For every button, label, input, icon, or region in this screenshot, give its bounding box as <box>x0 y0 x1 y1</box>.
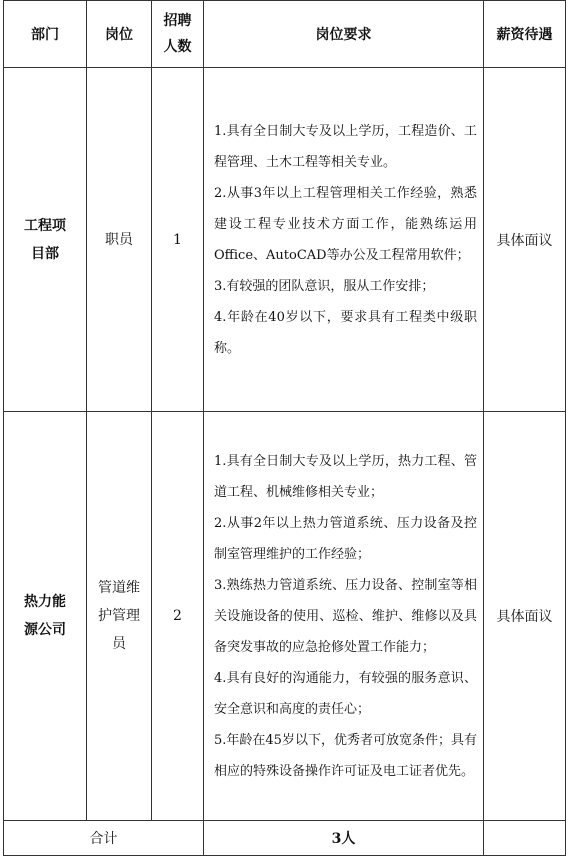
header-position: 岗位 <box>87 1 152 68</box>
count-cell: 2 <box>152 412 204 821</box>
position-line2: 护管理 <box>98 608 140 624</box>
count-cell: 1 <box>152 68 204 412</box>
recruitment-table <box>3 0 566 856</box>
dept-line1: 工程项 <box>24 217 66 234</box>
requirement-item: 4.年龄在40岁以下，要求具有工程类中级职称。 <box>214 309 477 356</box>
header-salary: 薪资待遇 <box>484 1 566 68</box>
table-row <box>4 412 566 821</box>
requirement-item: 2.从事3年以上工程管理相关工作经验，熟悉建设工程专业技术方面工作，能熟练运用Office、AutoCAD等办公及工程常用软件； <box>214 185 477 263</box>
dept-line1: 热力能 <box>24 594 66 610</box>
header-count-line1: 招聘 <box>163 13 192 29</box>
requirement-item: 1.具有全日制大专及以上学历，工程造价、工程管理、土木工程等相关专业。 <box>214 123 477 170</box>
position-cell <box>87 412 152 821</box>
salary-cell: 具体面议 <box>484 412 566 821</box>
position-cell: 职员 <box>87 68 152 412</box>
header-count <box>152 1 204 68</box>
dept-line2: 目部 <box>31 245 59 262</box>
salary-cell: 具体面议 <box>484 68 566 412</box>
total-empty-cell <box>484 821 566 856</box>
requirements-cell <box>204 412 484 821</box>
requirement-item: 3.熟练热力管道系统、压力设备、控制室等相关设施设备的使用、巡检、维护、维修以及具备突发事故的应急抢修处置工作能力； <box>214 577 477 655</box>
requirements-cell <box>204 68 484 412</box>
dept-cell <box>4 412 87 821</box>
total-value: 3人 <box>204 821 484 856</box>
requirement-item: 2.从事2年以上热力管道系统、压力设备及控制室管理维护的工作经验； <box>214 515 477 562</box>
requirement-item: 5.年龄在45岁以下，优秀者可放宽条件；具有相应的特殊设备操作许可证及电工证者优先。 <box>214 732 477 779</box>
total-label: 合计 <box>4 821 204 856</box>
requirement-item: 4.具有良好的沟通能力，有较强的服务意识、安全意识和高度的责任心； <box>214 670 477 717</box>
dept-cell <box>4 68 87 412</box>
table-row <box>4 68 566 412</box>
position-line1: 管道维 <box>98 580 140 596</box>
header-row <box>4 1 566 68</box>
header-dept: 部门 <box>4 1 87 68</box>
total-row <box>4 821 566 856</box>
dept-line2: 源公司 <box>24 622 66 638</box>
requirement-item: 3.有较强的团队意识，服从工作安排； <box>214 278 435 294</box>
requirement-item: 1.具有全日制大专及以上学历，热力工程、管道工程、机械维修相关专业； <box>214 453 477 500</box>
header-requirements: 岗位要求 <box>204 1 484 68</box>
position-line3: 员 <box>112 636 126 652</box>
header-count-line2: 人数 <box>163 39 192 55</box>
